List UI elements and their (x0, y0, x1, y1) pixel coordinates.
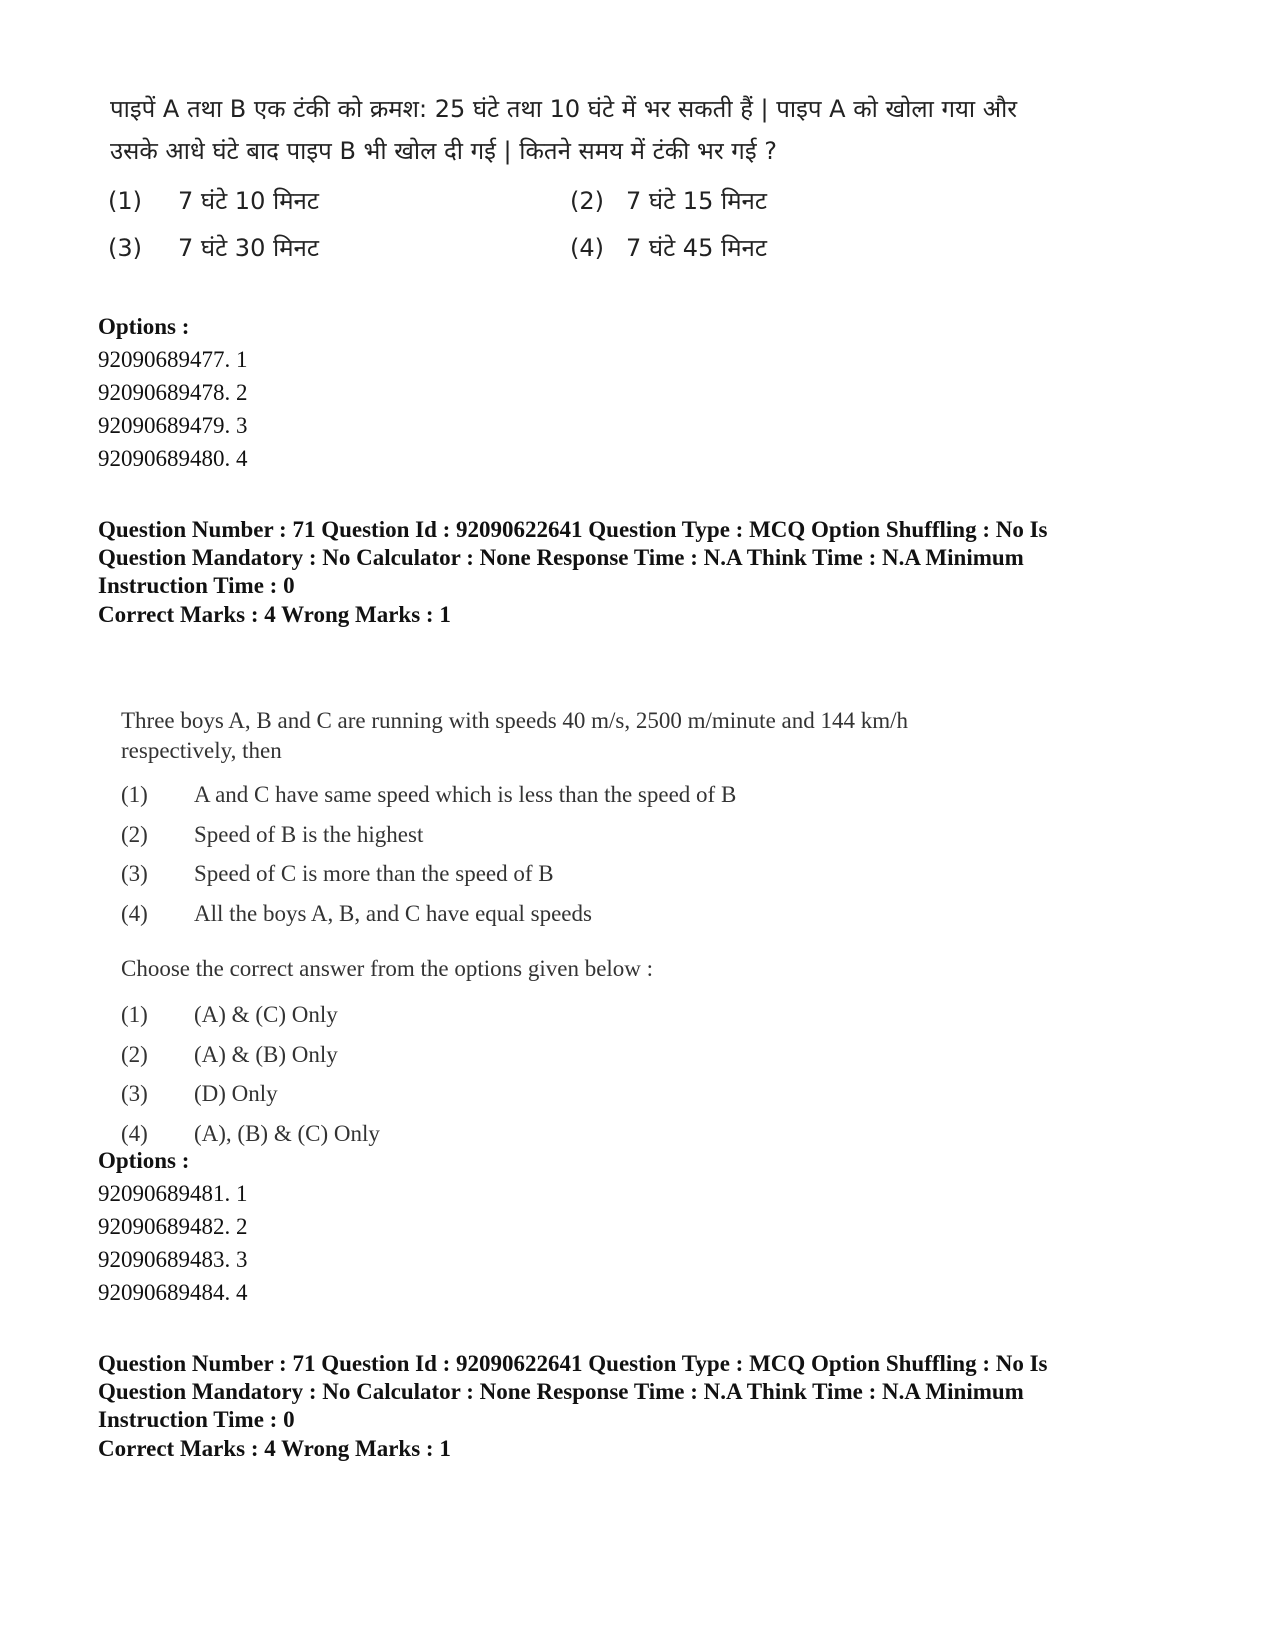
question-meta-2 (98, 1350, 1188, 1434)
option-item: 92090689477. 1 (98, 347, 248, 372)
options-label: Options : (98, 314, 190, 339)
meta-line-1: Question Number : 71 Question Id : 92090622641 Question Type : MCQ Option Shuffling : No Is (98, 1351, 1048, 1376)
marks-line-2: Correct Marks : 4 Wrong Marks : 1 (98, 1436, 451, 1461)
english-question-line-2: respectively, then (121, 738, 282, 763)
option-item: 92090689484. 4 (98, 1280, 248, 1305)
hindi-choice-2: (2) 7 घंटे 15 मिनट (570, 187, 767, 215)
english-question-text (121, 706, 1121, 766)
answer-item: (4) (A), (B) & (C) Only (121, 1120, 380, 1146)
meta-line-3: Instruction Time : 0 (98, 1407, 295, 1432)
options-label: Options : (98, 1148, 190, 1173)
statement-item: (1) A and C have same speed which is less than the speed of B (121, 782, 737, 807)
hindi-question-line-2: उसके आधे घंटे बाद पाइप B भी खोल दी गई | कितने समय में टंकी भर गई ? (110, 137, 777, 165)
options-list-1 (98, 310, 498, 475)
hindi-choice-4: (4) 7 घंटे 45 मिनट (570, 234, 767, 262)
option-item: 92090689480. 4 (98, 446, 248, 471)
statement-item: (3) Speed of C is more than the speed of B (121, 861, 554, 886)
hindi-question-image (108, 88, 1110, 262)
meta-line-2: Question Mandatory : No Calculator : None Response Time : N.A Think Time : N.A Minimum (98, 545, 1024, 570)
answer-item: (2) (A) & (B) Only (121, 1041, 338, 1067)
question-meta-1 (98, 516, 1188, 600)
option-item: 92090689478. 2 (98, 380, 248, 405)
meta-line-1: Question Number : 71 Question Id : 92090622641 Question Type : MCQ Option Shuffling : No Is (98, 517, 1048, 542)
answer-item: (3) (D) Only (121, 1081, 278, 1106)
english-question-line-1: Three boys A, B and C are running with speeds 40 m/s, 2500 m/minute and 144 km/h (121, 708, 909, 733)
statement-list (121, 782, 1121, 940)
option-item: 92090689479. 3 (98, 413, 248, 438)
option-item: 92090689481. 1 (98, 1181, 248, 1206)
hindi-choice-3: (3) 7 घंटे 30 मिनट (108, 234, 319, 262)
answer-list (121, 1002, 1121, 1160)
hindi-choice-1: (1) 7 घंटे 10 मिनट (108, 187, 319, 215)
choose-instruction: Choose the correct answer from the options given below : (121, 956, 654, 981)
statement-item: (4) All the boys A, B, and C have equal speeds (121, 900, 592, 926)
hindi-question-line-1: पाइपें A तथा B एक टंकी को क्रमश: 25 घंटे तथा 10 घंटे में भर सकती हैं | पाइप A को खोला गया और (110, 95, 1018, 123)
meta-line-2: Question Mandatory : No Calculator : None Response Time : N.A Think Time : N.A Minimum (98, 1379, 1024, 1404)
meta-line-3: Instruction Time : 0 (98, 573, 295, 598)
hindi-question-text (110, 88, 1110, 172)
options-list-2 (98, 1144, 498, 1309)
statement-item: (2) Speed of B is the highest (121, 821, 424, 847)
english-question-image (121, 706, 1121, 1160)
marks-line-1: Correct Marks : 4 Wrong Marks : 1 (98, 602, 451, 627)
option-item: 92090689483. 3 (98, 1247, 248, 1272)
option-item: 92090689482. 2 (98, 1214, 248, 1239)
answer-item: (1) (A) & (C) Only (121, 1002, 338, 1027)
